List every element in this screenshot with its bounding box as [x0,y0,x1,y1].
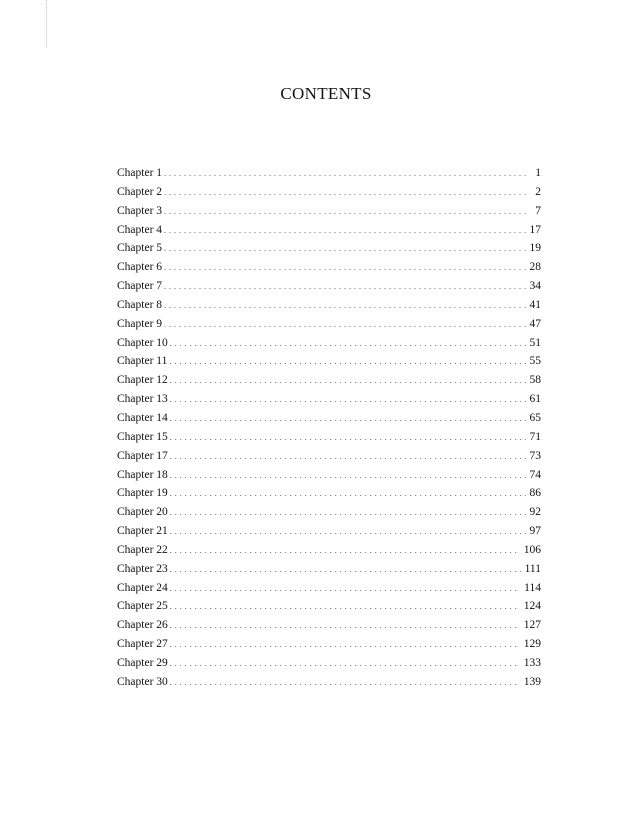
toc-entry-page-number: 106 [523,543,541,556]
toc-entry-label: Chapter 20 [117,506,168,519]
toc-entry-page-number: 86 [529,487,541,500]
toc-entry [117,673,541,692]
dot-leader [170,598,520,617]
dot-leader [170,655,520,674]
dot-leader [170,542,520,561]
dot-leader [170,448,526,467]
toc-entry-label: Chapter 8 [117,298,163,311]
toc-entry-label: Chapter 5 [117,242,163,255]
dot-leader [170,636,520,655]
scan-artifact-mark [46,0,48,48]
dot-leader [170,561,521,580]
dot-leader [164,278,525,297]
toc-entry-label: Chapter 2 [117,185,163,198]
toc-entry-page-number: 65 [529,411,541,424]
dot-leader [170,467,526,486]
dot-leader [170,617,520,636]
toc-entry-page-number: 97 [529,525,541,538]
toc-entry [117,352,541,371]
toc-entry-page-number: 34 [529,280,541,293]
toc-entry [117,183,541,202]
toc-entry [117,447,541,466]
dot-leader [170,485,526,504]
toc-entry [117,503,541,522]
toc-entry-label: Chapter 14 [117,411,168,424]
toc-entry-page-number: 47 [529,317,541,330]
toc-entry-label: Chapter 3 [117,204,163,217]
toc-entry-page-number: 139 [523,675,541,688]
toc-entry-page-number: 114 [524,581,541,594]
toc-entry-label: Chapter 22 [117,543,168,556]
toc-entry [117,466,541,485]
toc-entry-label: Chapter 1 [117,167,163,179]
toc-entry [117,484,541,503]
toc-entry [117,334,541,353]
toc-entry-page-number: 73 [529,449,541,462]
toc-entry-page-number: 124 [523,600,541,613]
toc-entry-page-number: 74 [529,468,541,481]
toc-entry-page-number: 127 [523,619,541,632]
toc-entry-page-number: 19 [529,242,541,255]
toc-entry [117,616,541,635]
toc-entry-page-number: 55 [529,355,541,368]
dot-leader [164,203,529,222]
toc-entry-page-number: 7 [535,204,541,217]
toc-entry-label: Chapter 6 [117,261,163,274]
toc-entry [117,164,541,183]
toc-entry [117,597,541,616]
toc-entry [117,541,541,560]
dot-leader [170,391,526,410]
dot-leader [170,410,526,429]
table-of-contents [117,164,541,692]
toc-entry-label: Chapter 17 [117,449,168,462]
toc-entry-page-number: 71 [529,430,541,443]
toc-entry-page-number: 2 [535,185,541,198]
toc-entry-page-number: 129 [523,638,541,651]
toc-entry [117,560,541,579]
toc-entry-label: Chapter 4 [117,223,163,236]
toc-entry [117,409,541,428]
dot-leader [164,184,529,203]
page-title: CONTENTS [280,84,372,103]
toc-entry [117,296,541,315]
toc-entry-label: Chapter 13 [117,393,168,406]
toc-entry-page-number: 17 [529,223,541,236]
toc-entry [117,390,541,409]
toc-entry-page-number: 1 [535,167,541,179]
dot-leader [164,240,525,259]
toc-entry [117,277,541,296]
dot-leader [170,580,520,599]
dot-leader [164,222,525,241]
toc-entry-label: Chapter 11 [117,355,168,368]
toc-entry-label: Chapter 24 [117,581,168,594]
toc-entry-label: Chapter 15 [117,430,168,443]
toc-entry-label: Chapter 23 [117,562,168,575]
dot-leader [164,259,525,278]
toc-entry-label: Chapter 19 [117,487,168,500]
toc-entry [117,221,541,240]
toc-entry-page-number: 92 [529,506,541,519]
toc-entry-page-number: 61 [529,393,541,406]
toc-entry-label: Chapter 10 [117,336,168,349]
toc-entry-page-number: 133 [523,656,541,669]
toc-entry [117,522,541,541]
toc-entry [117,371,541,390]
toc-entry [117,428,541,447]
dot-leader [170,335,526,354]
dot-leader [164,316,525,335]
toc-entry [117,579,541,598]
toc-entry [117,239,541,258]
dot-leader [170,523,526,542]
toc-entry-label: Chapter 12 [117,374,168,387]
dot-leader [170,504,526,523]
toc-entry-label: Chapter 21 [117,525,168,538]
dot-leader [169,353,525,372]
dot-leader [170,429,526,448]
toc-entry-page-number: 51 [529,336,541,349]
toc-entry-label: Chapter 25 [117,600,168,613]
toc-entry [117,654,541,673]
toc-entry-page-number: 58 [529,374,541,387]
dot-leader [170,372,526,391]
toc-entry-label: Chapter 29 [117,656,168,669]
dot-leader [164,165,529,184]
toc-entry [117,315,541,334]
toc-entry-page-number: 41 [529,298,541,311]
toc-entry-label: Chapter 27 [117,638,168,651]
toc-entry-label: Chapter 30 [117,675,168,688]
toc-entry-page-number: 111 [524,562,541,575]
dot-leader [164,297,525,316]
dot-leader [170,674,520,693]
toc-entry [117,635,541,654]
toc-entry-label: Chapter 9 [117,317,163,330]
toc-entry [117,202,541,221]
toc-entry [117,258,541,277]
toc-entry-page-number: 28 [529,261,541,274]
toc-entry-label: Chapter 26 [117,619,168,632]
toc-entry-label: Chapter 7 [117,280,163,293]
toc-entry-label: Chapter 18 [117,468,168,481]
